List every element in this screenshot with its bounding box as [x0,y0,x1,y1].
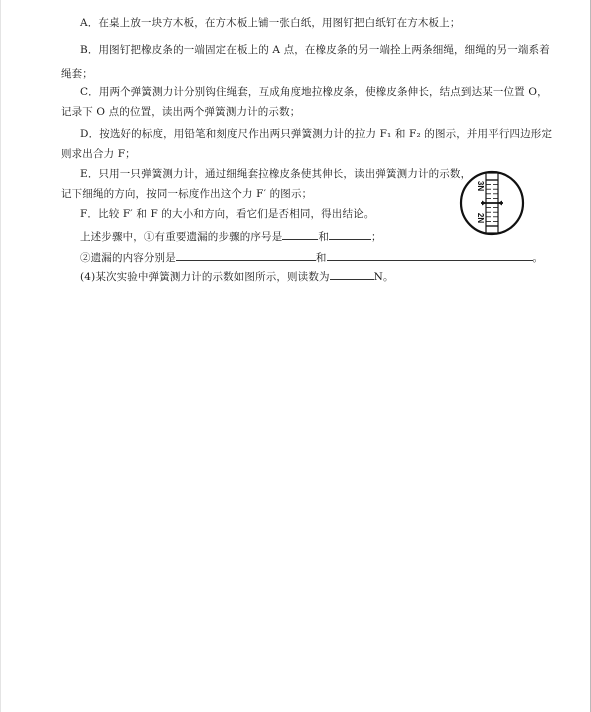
gauge-label-2n: 2N [476,212,485,224]
question-1 [80,228,382,244]
question-1-and: 和 [318,231,330,243]
step-b-line2: 绳套； [61,68,93,80]
step-c-line1: C．用两个弹簧测力计分别钩住绳套，互成角度地拉橡皮条，使橡皮条伸长，结点到达某一位置 O， [80,86,548,98]
step-b-line1: B．用图钉把橡皮条的一端固定在板上的 A 点，在橡皮条的另一端拴上两条细绳，细绳的另一端系着 [80,44,550,56]
step-c-line2: 记录下 O 点的位置，读出两个弹簧测力计的示数； [61,106,301,118]
answer-blank-2b[interactable] [327,249,533,261]
step-f: F．比较 F′ 和 F 的大小和方向，看它们是否相同，得出结论。 [80,208,375,220]
step-e-line1: E．只用一只弹簧测力计，通过细绳套拉橡皮条使其伸长，读出弹簧测力计的示数， [80,168,472,180]
answer-blank-4[interactable] [330,268,374,280]
step-d-line2: 则求出合力 F； [61,148,136,160]
answer-blank-1b[interactable] [329,228,371,240]
question-2-end: 。 [532,252,544,264]
question-4 [80,268,394,284]
gauge-label-3n: 3N [476,180,485,192]
answer-blank-2a[interactable] [176,249,316,261]
step-a: A．在桌上放一块方木板，在方木板上铺一张白纸，用图钉把白纸钉在方木板上； [80,17,461,29]
question-4-text: (4)某次实验中弹簧测力计的示数如图所示，则读数为 [80,271,330,283]
step-e-line2: 记下细绳的方向，按同一标度作出这个力 F′ 的图示； [61,188,313,200]
answer-blank-1a[interactable] [282,228,318,240]
question-1-text: 上述步骤中，①有重要遗漏的步骤的序号是 [80,231,283,243]
question-2-text: ②遗漏的内容分别是 [80,252,176,264]
question-2 [80,249,543,265]
step-d-line1: D．按选好的标度，用铅笔和刻度尺作出两只弹簧测力计的拉力 F₁ 和 F₂ 的图示，并用平行四边形定 [80,128,553,140]
question-2-and: 和 [315,252,327,264]
question-4-unit: N。 [373,271,394,283]
question-1-end: ； [371,231,382,243]
spring-scale-gauge [459,170,525,236]
page-edge-left [0,0,1,712]
